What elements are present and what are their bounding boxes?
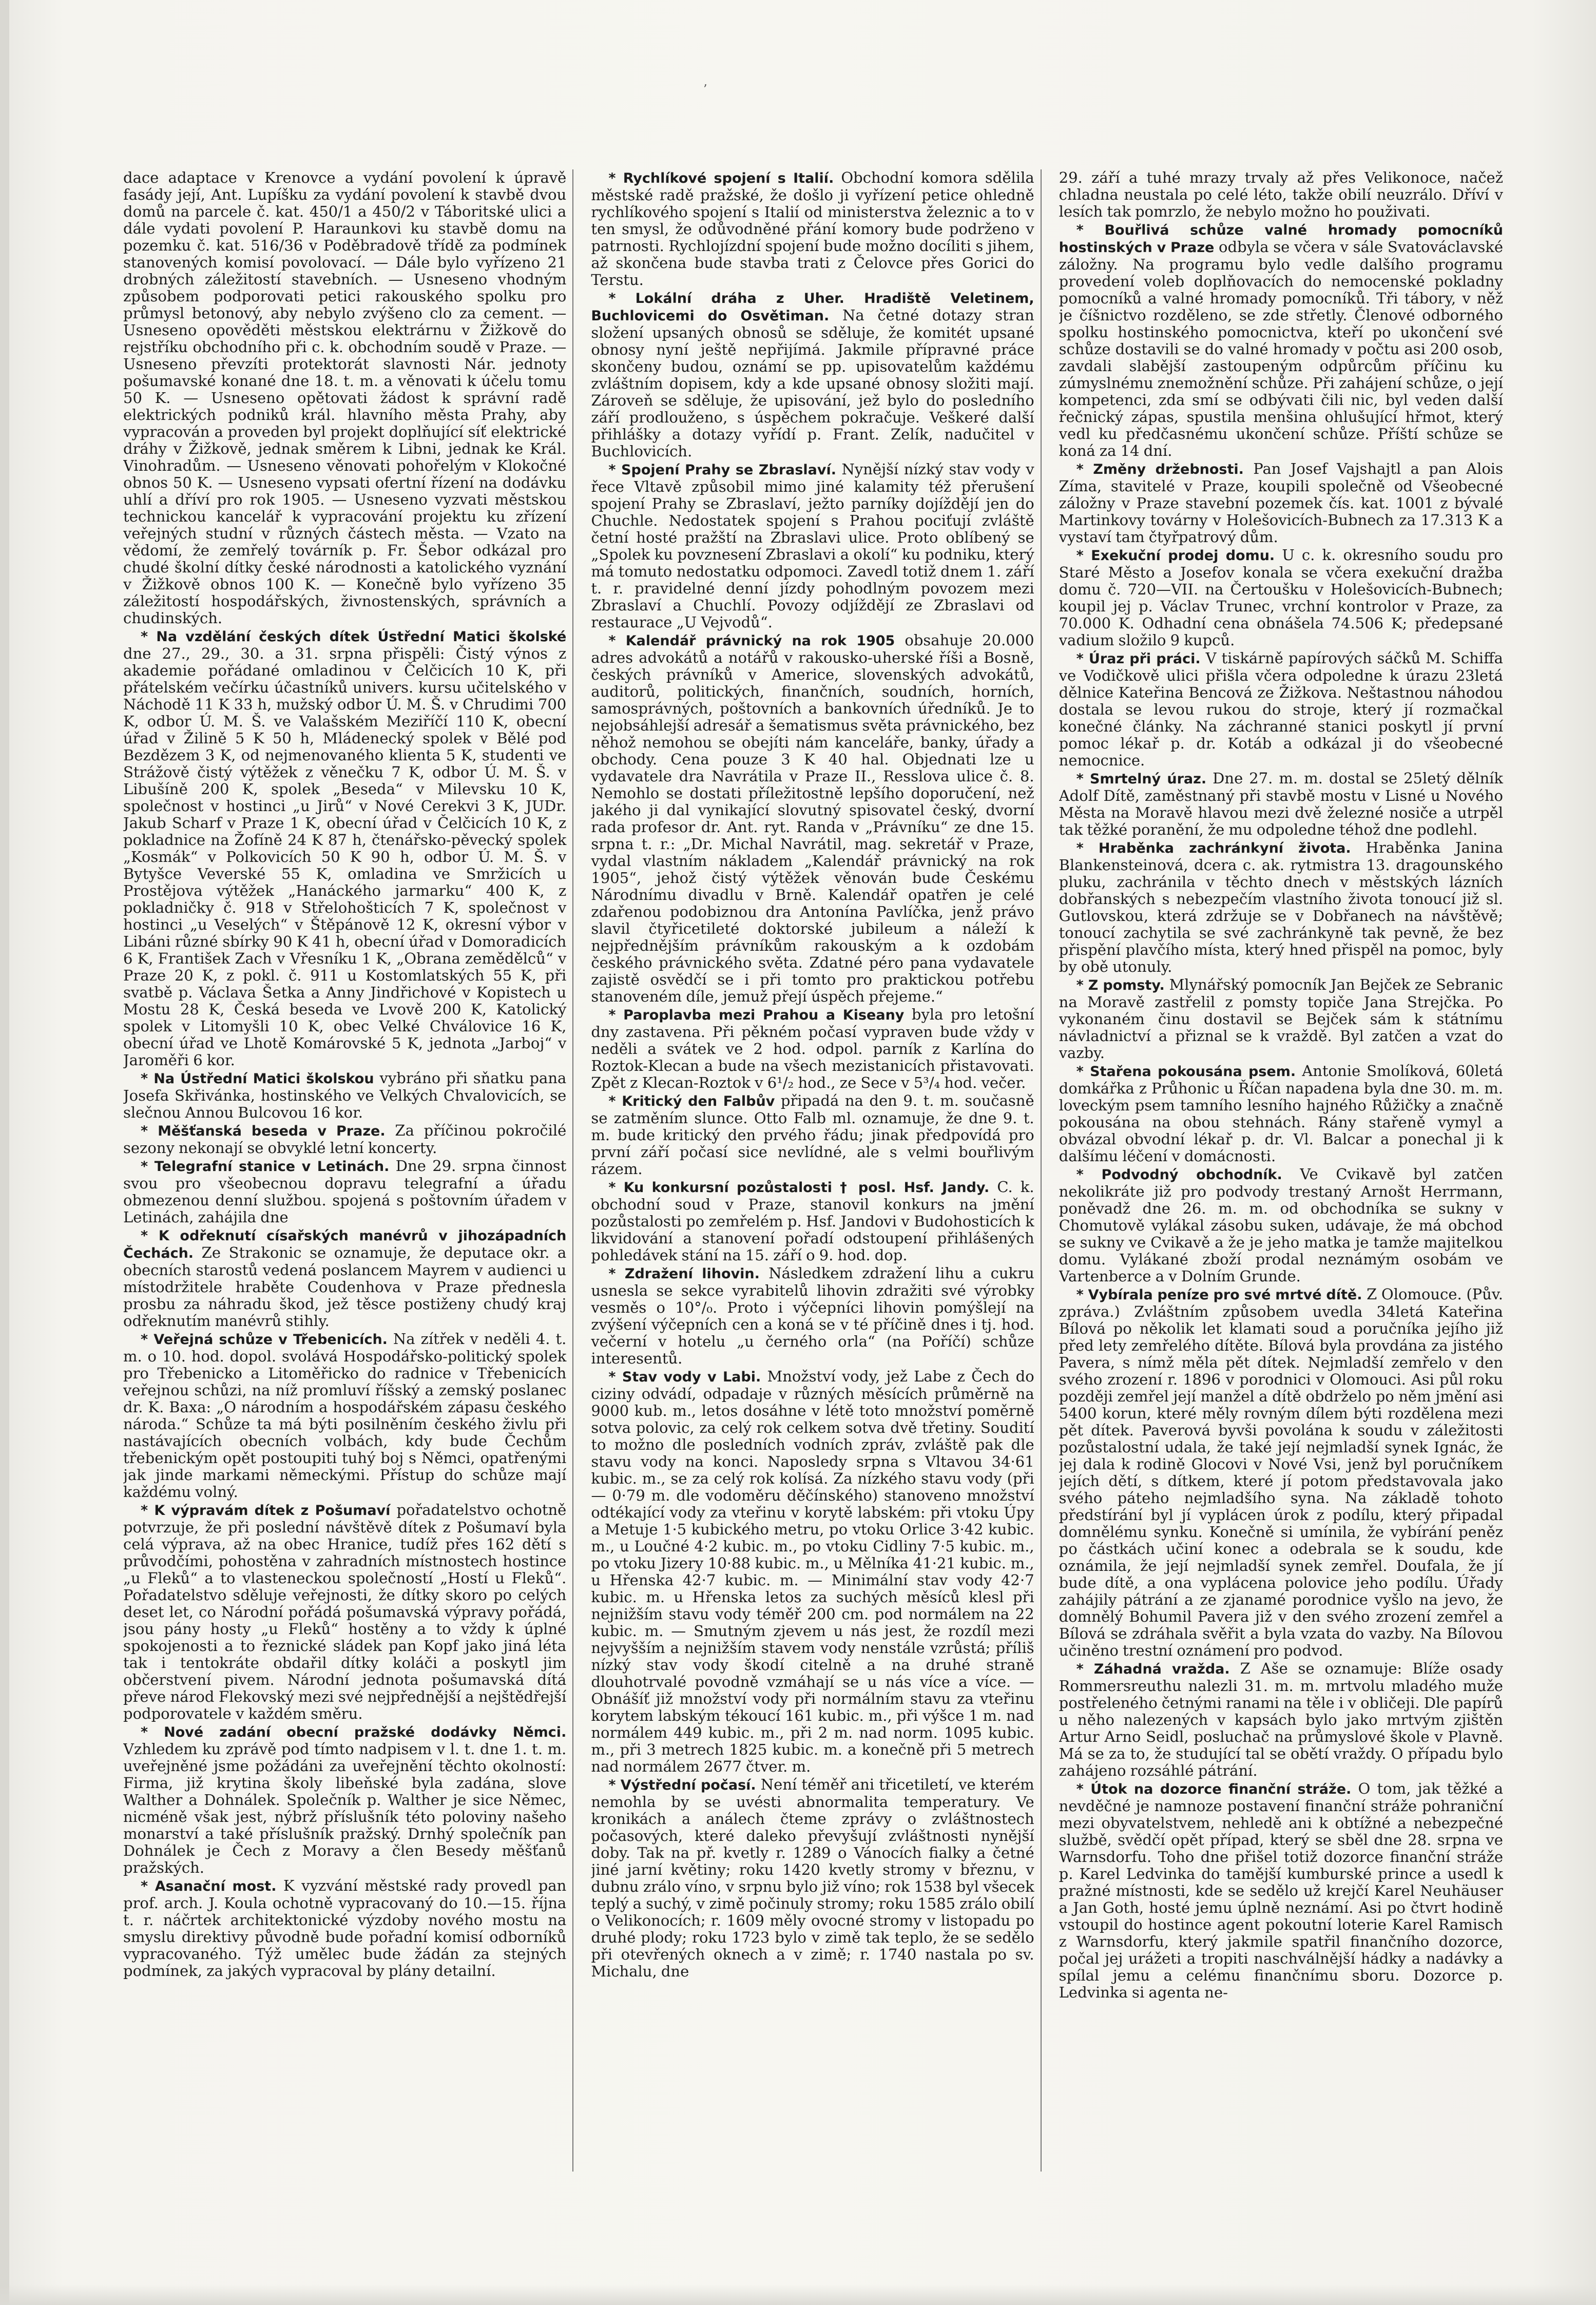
news-item-body: byla pro letošní dny zastavena. Při pěkném počasí vypraven bude vždy v neděli a svátek ve 2 hod. odpol. parník z Karlína do Roztok-Klecan a bude na všech mezistanicích přistavovati. Zpět z Klecan-Roztok v 6¹/₂ hod., ze Sece v 5³/₄ hod. večer. [591, 1006, 1034, 1091]
news-item-headline: * Zdražení lihovin. [608, 1266, 760, 1282]
news-item-headline: * Hraběnka zachránkyní života. [1076, 840, 1351, 856]
news-item-body: Dne 29. srpna činnost svou pro všeobecnou dopravu telegrafní a úřadu obmezenou denní službou. spojená s poštovním úřadem v Letinách, zahájila dne [123, 1157, 567, 1226]
news-item-headline: * Exekuční prodej domu. [1076, 548, 1275, 564]
column-3 [1059, 169, 1509, 2172]
page-mark: ’ [703, 82, 707, 97]
news-item-body: dace adaptace v Krenovce a vydání povolení k úpravě fasády její, Ant. Lupíšku za vydání povolení k stavbě dvou domů na parcele č. kat. 450/1 a 450/2 v Táboritské ulici a dále vydati povolení P. Haraunkovi ku stavbě domu na pozemku č. kat. 516/36 v Poděbradově třídě za podmínek stanovených komisí povolovací. — Dále bylo vyřízeno 21 drobných záležitostí stavebních. — Usneseno vhodným způsobem podporovati petici rakouského spolku pro průmysl betonový, aby nebylo zvýšeno clo za cement. — Usneseno opověděti městskou elektrárnu v Žižkově do rejstříku obchodního při c. k. obchodním soudě v Praze. — Usneseno převzíti protektorát slavnosti Nár. jednoty pošumavské konané dne 18. t. m. a věnovati k účelu tomu 50 K. — Usneseno opětovati žádost k správní radě elektrických podniků král. hlavního města Prahy, aby vypracován a proveden byl projekt doplňující síť elektrické dráhy v Žižkově, jednak směrem k Libni, jednak ke Král. Vinohradům. — Usneseno věnovati pohořelým v Klokočné obnos 50 K. — Usneseno vypsati ofertní řízení na dodávku uhlí a dříví pro rok 1905. — Usneseno vyzvati městskou technickou kancelář k vypracování projektu ku zřízení veřejných studní v různých částech města. — Vzato na vědomí, že zemřelý továrník p. Fr. Šebor odkázal pro chudé školní dítky české národnosti a katolického vyznání v Žižkově obnos 100 K. — Konečně bylo vyřízeno 35 záležitostí hospodářských, živnostenských, správních a chudinských. [123, 169, 567, 627]
news-item [1059, 1166, 1503, 1285]
news-item-headline: * Lokální dráha z Uher. Hradiště Veletinem, Buchlovicemi do Osvětiman. [591, 291, 1034, 324]
news-item-headline: * Z pomsty. [1076, 977, 1165, 993]
news-item-headline: * Rychlíkové spojení s Italií. [608, 170, 834, 186]
news-item-headline: * Kritický den Falbův [608, 1093, 775, 1109]
news-item [1059, 770, 1503, 838]
column-2 [591, 169, 1041, 2172]
news-item-headline: * Paroplavba mezi Prahou a Kiseany [608, 1007, 904, 1023]
news-item-headline: * Stařena pokousána psem. [1076, 1064, 1296, 1080]
news-item [123, 1877, 566, 1980]
news-item-headline: * Spojení Prahy se Zbraslaví. [608, 462, 836, 478]
news-item [591, 1776, 1034, 1980]
news-item-body: připadá na den 9. t. m. současně se zatměním slunce. Otto Falb ml. oznamuje, že dne 9. t. m. bude kritický den prvého řádu; jinak předpovídá pro první září počasí sice nevlídné, ale s velmi bouřlivým rázem. [591, 1092, 1034, 1178]
news-item [1059, 1063, 1503, 1165]
news-item [1059, 169, 1503, 220]
news-item-headline: * Na vzdělání českých dítek Ústřední Matici školské [141, 629, 566, 645]
news-item-body: O tom, jak těžké a nevděčné je namnoze postavení finanční stráže pohraniční mezi obyvatelstvem, nehledě ani k obtížné a nebezpečné službě, svědčí opět případ, který se sběl dne 28. srpna ve Warnsdorfu. Toho dne přišel totiž dozorce finanční stráže p. Karel Ledvinka do tamější kumburské prince a usedl k pražné místnosti, kde se sedělo už krejčí Karel Neuhäuser a Jan Goth, hosté jemu úplně neznámí. Asi po čtvrt hodině vstoupil do hostince agent pokoutní loterie Karel Ramisch z Warnsdorfu, který jakmile spatřil finančního dozorce, počal jej urážeti a tropiti naschválnější hádky a nadávky a spílal jemu a celému finančnímu sboru. Dozorce p. Ledvinka si agenta ne- [1059, 1780, 1504, 2001]
news-item-body: Na četné dotazy stran složení upsaných obnosů se sděluje, že komitét upsané obnosy nyní ještě nepřijímá. Jakmile přípravné práce skončeny budou, oznámí se pp. upisovatelům každému zvláštním dopisem, kdy a kde upsané obnosy složiti mají. Zároveň se sděluje, že upisování, jež bylo do posledního září prodlouženo, s úspěchem pokračuje. Veškeré další přihlášky a dotazy vyřídí p. Frant. Zelík, nadučitel v Buchlovicích. [591, 306, 1034, 460]
news-item-headline: * K výpravám dítek z Pošumaví [141, 1503, 390, 1519]
news-item-body: Mlynářský pomocník Jan Bejček ze Sebranic na Moravě zastřelil z pomsty topiče Jana Strejčka. Po vykonaném činu dostavil se Bejček sám k státnímu návladnictví a přiznal se k vraždě. Byl zatčen a vzat do vazby. [1059, 976, 1503, 1062]
news-item-body: Z Aše se oznamuje: Blíže osady Rommersreuthu nalezli 31. m. m. mrtvolu mladého muže postřeleného četnými ranami na těle i v obličeji. Dle papírů u něho nalezených v kapsách bylo jako mrtvým zjištěn Artur Arno Seidl, posluchač na průmyslové škole v Plavně. Má se za to, že studující tal se obětí vraždy. O případu bylo zahájeno rozsáhlé pátrání. [1059, 1660, 1503, 1779]
news-item [591, 1092, 1034, 1178]
news-item-headline: * Stav vody v Labi. [608, 1369, 761, 1385]
news-item-headline: * Úraz při práci. [1076, 651, 1201, 667]
news-item-body: Následkem zdražení lihu a cukru usnesla se sekce vyrabitelů lihovin zdražiti své výrobky vesměs o 10°/₀. Proto i výčepníci lihovin pomýšlejí na zvýšení výčepních cen a koná se v té příčině dnes i tj. hod. večerní v hotelu „u černého orla“ (na Poříčí) schůze interesentů. [591, 1264, 1034, 1367]
news-item-body: dne 27., 29., 30. a 31. srpna přispěli: Čistý výnos z akademie pořádané omladinou v Čelčicích 10 K, při přátelském večírku účastníků univers. kursu učitelského v Náchodě 11 K 33 h, mužský odbor Ú. M. Š. v Chrudimi 700 K, odbor Ú. M. Š. ve Valašském Meziříčí 110 K, obecní úřad v Žilině 5 K 50 h, Mládenecký spolek v Bělé pod Bezdězem 3 K, od nejmenovaného klienta 5 K, studenti ve Strážově čistý výtěžek z věnečku 7 K, odbor Ú. M. Š. v Libušíně 200 K, spolek „Beseda“ v Milevsku 10 K, společnost v hostinci „u Jirů“ v Nové Cerekvi 3 K, JUDr. Jakub Scharf v Praze 1 K, obecní úřad v Čelčicích 10 K, z pokladnice na Žofíně 24 K 87 h, čtenářsko-pěvecký spolek „Kosmák“ v Polkovicích 50 K 90 h, odbor Ú. M. Š. v Bytyšce Veverské 55 K, omladina ve Smržicích u Prostějova výtěžek „Hanáckého jarmarku“ 400 K, z pokladničky č. 918 v Střelohošticích 7 K, společnost v hostinci „u Veselých“ v Štěpánově 12 K, okresní výbor v Libáni různé sbírky 90 K 41 h, obecní úřad v Domoradicích 6 K, František Zach v Vřesníku 1 K, „Obrana zemědělců“ v Praze 20 K, z pokl. č. 911 u Kostomlatských 55 K, při svatbě p. Václava Šetka a Anny Jindřichové v Kopistech u Mostu 28 K, Česká beseda ve Lvově 200 K, Katolický spolek v Litomyšli 10 K, obec Velké Chválovice 16 K, obecní úřad ve Lhotě Komárovské 5 K, jednota „Jarboj“ v Jaroměři 6 kor. [123, 645, 567, 1069]
news-item [123, 1158, 566, 1226]
news-item [123, 1227, 566, 1330]
news-item-body: Nynější nízký stav vody v řece Vltavě způsobil mimo jiné kalamity též přerušení spojení Prahy se Zbraslaví, ježto parníky dojíždějí jen do Chuchle. Nedostatek spojení s Prahou pociťují zvláště četní hosté pražští na Zbraslavi ulice. Proto oblíbený se „Spolek ku povznesení Zbraslavi a okolí“ ku podniku, který má tomuto nedostatku odpomoci. Zavedl totiž dnem 1. září t. r. pravidelné denní jízdy pohodlným povozem mezi Zbraslaví a Chuchlí. Povozy odjíždějí ze Zbraslavi od restaurace „U Vejvodů“. [591, 460, 1034, 631]
news-item [1059, 1286, 1503, 1659]
news-item-body: Není téměř ani třicetiletí, ve kterém nemohla by se uvésti abnormalita temperatury. Ve kronikách a análech čteme zprávy o zvláštnostech počasových, které daleko převyšují zvláštnosti nynější doby. Tak na př. kvetly r. 1289 o Vánocích fialky a četné jiné jarní květiny; roku 1420 kvetly stromy v březnu, v dubnu zrálo víno, v srpnu bylo již víno; rok 1538 byl všecek teplý a suchý, v zimě počinuly stromy; roku 1585 zrálo obilí o Velikonocích; r. 1609 měly ovocné stromy v listopadu po druhé plody; roku 1723 bylo v zimě tak teplo, že se sedělo při otevřených oknech a v zimě; r. 1740 nastala po sv. Michalu, dne [591, 1776, 1034, 1980]
news-item-headline: * Veřejná schůze v Třebenicích. [141, 1332, 388, 1348]
news-item-headline: * Kalendář právnický na rok 1905 [608, 633, 895, 649]
news-item [1059, 547, 1503, 649]
news-item-body: Za příčinou pokročilé sezony nekonají se obvyklé letní koncerty. [123, 1122, 567, 1157]
news-item [123, 1502, 566, 1722]
column-1 [123, 169, 573, 2172]
news-item [123, 1723, 566, 1876]
news-item [1059, 976, 1503, 1062]
news-item-headline: * K odřeknutí císařských manévrů v jihozápadních Čechách. [123, 1228, 566, 1261]
news-item-body: C. k. obchodní soud v Praze, stanovil konkurs na jmění pozůstalosti po zemřelém p. Hsf. Jandovi v Budohosticích k likvidování a stanovení pořadí odstoupení přihlášených pohledávek stání na 15. září o 9. hod. dop. [591, 1178, 1034, 1264]
news-item-headline: * Záhadná vražda. [1076, 1661, 1230, 1677]
news-item-headline: * Podvodný obchodník. [1076, 1167, 1282, 1183]
news-item [1059, 1780, 1503, 2001]
news-item-body: Ve Cvikavě byl zatčen nekolikráte již pro podvody trestaný Arnošt Herrmann, poněvadž dne 26. m. m. od obchodníka se sukny v Chomutově vylákal zásobu suken, udávaje, že má obchod se sukny ve Cvikavě a že je jeho matka je tamže majitelkou domu. Vylákané zboží prodal neznámým osobám ve Vartenberce a v Dolním Grunde. [1059, 1165, 1503, 1285]
news-item-headline: * Vybírala peníze pro své mrtvé dítě. [1076, 1287, 1362, 1303]
news-item [123, 1331, 566, 1501]
news-item-body: vybráno při sňatku pana Josefa Skřivánka, hostinského ve Velkých Chvalovicích, se slečnou Annou Bulcovou 16 kor. [123, 1069, 567, 1121]
news-item [1059, 221, 1503, 459]
news-item [123, 1122, 566, 1157]
news-item-headline: * Útok na dozorce finanční stráže. [1076, 1781, 1352, 1797]
news-item [123, 628, 566, 1069]
news-item-body: 29. září a tuhé mrazy trvaly až přes Velikonoce, načež chladna neustala po celé léto, takže obilí neuzrálo. Dříví v lesích tak pomrzlo, že nebylo možno ho použivati. [1059, 169, 1503, 220]
article-columns [123, 169, 1509, 2172]
news-item-body: Dne 27. m. m. dostal se 25letý dělník Adolf Dítě, zaměstnaný při stavbě mostu v Lisné u Nového Města na Moravě hlavou mezi dvě železné nosiče a utrpěl tak těžké poranění, že mu odpoledne téhož dne podlehl. [1059, 770, 1503, 838]
news-item-headline: * Telegrafní stanice v Letinách. [141, 1159, 389, 1175]
news-item-body: obsahuje 20.000 adres advokátů a notářů v rakousko-uherské říši a Bosně, českých právníků v Americe, slovenských advokátů, auditorů, politických, finančních, soudních, horních, samosprávných, poštovních a bankovních úředníků. Je to nejobsáhlejší adresář a šematismus světa právnického, bez něhož nemohou se obejíti nám kanceláře, banky, úřady a obchody. Cena pouze 3 K 40 hal. Objednati lze u vydavatele dra Navrátila v Praze II., Resslova ulice č. 8. Nemohlo se dostati příležitostně lepšího doporučení, než jakého ji dal vynikající slovutný spisovatel český, dvorní rada profesor dr. Ant. ryt. Randa v „Právníku“ ze dne 15. srpna t. r.: „Dr. Michal Navrátil, mag. sekretář v Praze, vydal vlastním nákladem „Kalendář právnický na rok 1905“, jehož čistý výtěžek věnován bude Českému Národnímu divadlu v Brně. Kalendář opatřen je celé zdařenou podobiznou dra Antonína Pavlíčka, jenž právo slavil čtyřicetileté doktorské jubileum a náleží k nejpřednějším právníkům rakouským a k ozdobám českého právnického světa. Zdatné péro pana vydavatele zajistě osvědčí se i při tomto pro praktickou potřebu stanoveném díle, jemuž přejí úspěch přejeme.“ [591, 631, 1034, 1005]
news-item [591, 169, 1034, 289]
news-item-body: Vzhledem ku zprávě pod tímto nadpisem v l. t. dne 1. t. m. uveřejněné jsme požádáni za uveřejnění těchto okolností: Firma, již krytina školy libeňské byla zadána, slove Walther a Dohnálek. Společník p. Walther je sice Němec, nicméně však jest, nýbrž příslušník této poloviny našeho monarství a také příslušník pražský. Drnhý společník pan Dohnálek je Čech z Moravy a člen Besedy měšťanů pražských. [123, 1740, 567, 1876]
news-item-body: Ze Strakonic se oznamuje, že deputace okr. a obecních starostů vedená poslancem Mayrem v audienci u místodržitele hraběte Coudenhova v Praze přednesla prosbu za náhradu škod, jež těsce postiženy chudý kraj odřeknutím manévrů stihly. [123, 1244, 567, 1330]
news-item-body: V tiskárně papírových sáčků M. Schiffa ve Vodičkově ulici přišla včera odpoledne k úrazu 23letá dělnice Kateřina Bencová ze Žižkova. Neštastnou náhodou dostala se levou rukou do stroje, který jí rozmačkal konečné články. Na záchranné stanici poskytl jí první pomoc lékař p. dr. Kotáb a odkázal ji do všeobecné nemocnice. [1059, 649, 1503, 769]
news-item [591, 1006, 1034, 1091]
scan-edge [0, 0, 9, 2305]
news-item-headline: * Bouřlivá schůze valné hromady pomocníků hostinských v Praze [1059, 222, 1503, 256]
news-item [591, 632, 1034, 1005]
news-item [1059, 650, 1503, 769]
news-item-body: Antonie Smolíková, 60letá domkářka z Průhonic u Říčan napadena byla dne 30. m. m. loveckým psem tamního lesního hajného Růžičky a značně pokousána na obou stehnách. Rány stařeně vymyl a obvázal obvodní lékař p. dr. Vl. Balcar a ponechal ji k dalšímu léčení v domácnosti. [1059, 1062, 1503, 1165]
news-item [591, 1265, 1034, 1367]
news-item-body: U c. k. okresního soudu pro Staré Město a Josefov konala se včera exekuční dražba domu č. 720—VII. na Čertoušku v Holešovicích-Bubnech; koupil jej p. Václav Trunec, vrchní kontrolor v Praze, za 70.000 K. Odhadní cena obnášela 74.506 K; předepsané vadium složilo 9 kupců. [1059, 546, 1503, 649]
news-item [591, 1368, 1034, 1775]
news-item [1059, 839, 1503, 975]
news-item-body: pořadatelstvo ochotně potvrzuje, že při poslední návštěvě dítek z Pošumaví byla celá výprava, až na obec Hranice, tudíž přes 162 dětí s průvodčími, pohostěna v zahradních místnostech hostince „u Fleků“ a to vlasteneckou společností „Hostí u Fleků“. Pořadatelstvo sděluje veřejnosti, že dítky skoro po celých deset let, co Národní pořádá pošumavská výpravy pořádá, jsou pány hosty „u Fleků“ hostěny a to vždy k úplné spokojenosti a to řeznické sládek pan Kopf jako jiná léta tak i tentokráte obdařil dítky koláči a poskytl jim občerstvení pivem. Národní jednota pošumavská dítá převe národ Flekovský mezi své nejpřednější a nejštědřejší podporovatele v každém směru. [123, 1501, 567, 1722]
news-item-headline: * Nové zadání obecní pražské dodávky Němci. [141, 1724, 566, 1740]
news-item-body: Hraběnka Janina Blankensteinová, dcera c. ak. rytmistra 13. dragounského pluku, zachránila v těchto dnech v městských lázních dobřanských s nebezpečím vlastního života tonoucí již sl. Gutlovskou, která zdržuje se v Dobřanech na návštěvě; tonoucí zachytila se své zachránkyně tak pevně, že bez přispění plavčího místa, který hned přispěl na pomoc, byly by obě utonuly. [1059, 839, 1503, 975]
news-item [591, 290, 1034, 460]
news-item [123, 169, 566, 627]
news-item-body: Na zítřek v neděli 4. t. m. o 10. hod. dopol. svolává Hospodářsko-politický spolek pro Třebenicko a Litoměřicko do radnice v Třebenicích veřejnou schůzi, na níž promluví říšský a zemský poslanec dr. K. Baxa: „O národním a hospodářském zápasu českého národa.“ Schůze ta má býti posilněním českého živlu při nastávajících obecních volbách, kdy bude Čechům třebenickým opět postoupiti tuhý boj s Němci, opatřenými jak jinde markami německými. Přístup do schůze mají každému volný. [123, 1330, 567, 1501]
news-item [123, 1070, 566, 1121]
news-item-headline: * Na Ústřední Matici školskou [141, 1071, 374, 1087]
news-item-headline: * Asanační most. [141, 1878, 276, 1894]
news-item-body: odbyla se včera v sále Svatováclavské záložny. Na programu bylo vedle dalšího programu provedení voleb doplňovacích do nemocenské pokladny pomocníků a valné hromady pomocníků. Tři tábory, v něž je číšnictvo rozděleno, se zde střetly. Členové odborného spolku hostinského pomocnictva, kteří po ukončení své schůze dostavili se do valné hromady v počtu asi 200 osob, zavdali slabější zastoupeným odpůrcům příčinu ku zúmyslnému znemožnění schůze. Při zahájení schůze, o její kompetenci, zda smí se odbývati čili nic, byl veden další řečnický zápas, spustila menšina ohlušující hřmot, který vedl ku předčasnému ukončení schůze. Příští schůze se koná za 14 dní. [1059, 238, 1503, 459]
news-item-headline: * Změny držebnosti. [1076, 462, 1244, 477]
news-item-body: K vyzvání městské rady provedl pan prof. arch. J. Koula ochotně vypracovaný do 10.—15. října t. r. náčrtek architektonické výzdoby nového mostu na smyslu direktivy původně bude pořadní komisí odborníků vypracovaného. Týž umělec bude žádán za stejných podmínek, za jakých vypracoval by plány detailní. [123, 1877, 567, 1980]
scan-edge-bottom [0, 2284, 1596, 2305]
news-item [591, 1179, 1034, 1264]
news-item-headline: * Smrtelný úraz. [1076, 771, 1206, 787]
news-item-body: Obchodní komora sdělila městské radě pražské, že došlo ji vyřízení petice ohledně rychlíkového spojení s Italií od ministerstva železnic a to v ten smysl, že odůvodněné přání komory bude podrženo v patrnosti. Rychlojízdní spojení bude možno docíliti s jihem, až skončena bude stavba trati z Čelovce přes Gorici do Terstu. [591, 169, 1034, 289]
news-item-headline: * Měšťanská beseda v Praze. [141, 1123, 386, 1139]
news-item-headline: * Ku konkursní pozůstalosti † posl. Hsf. Jandy. [608, 1180, 989, 1196]
news-item-body: Množství vody, jež Labe z Čech do ciziny odvádí, odpadaje v různých měsících průměrně na 9000 kub. m., letos dosáhne v létě toto množství poměrně sotva polovic, za celý rok celkem sotva dvě třetiny. Soudití to možno dle posledních vodních zpráv, zvláště pak dle stavu vody na konci. Naposledy srpna s Vltavou 34·61 kubic. m., se za celý rok kolísá. Za nízkého stavu vody (při — 0·79 m. dle vodoměru děčínského) stanoveno množství odtékající vody za vteřinu v korytě labském: při vtoku Úpy a Metuje 1·5 kubického metru, po vtoku Orlice 3·42 kubic. m., u Loučné 4·2 kubic. m., po vtoku Cidliny 7·5 kubic. m., po vtoku Jizery 10·88 kubic. m., u Mělníka 41·21 kubic. m., u Hřenska 42·7 kubic. m. — Minimální stav vody 42·7 kubic. m. u Hřenska letos za suchých měsíců klesl při nejnižším stavu vody téměř 200 cm. pod normálem na 22 kubic. m. — Smutným zjevem u nás jest, že rozdíl mezi nejvyšším a nejnižším stavem vody nenstále vzrůstá; příliš nízký stav vody škodí citelně a na druhé straně dlouhotrvalé povodně vzmáhají se u nás více a více. — Obnášíť již množství vody při normálním stavu za vteřinu korytem labským tékoucí 161 kubic. m., při výšce 1 m. nad normálem 449 kubic. m., při 2 m. nad norm. 1095 kubic. m., při 3 metrech 1825 kubic. m. a konečně při 5 metrech nad normálem 2677 čtver. m. [591, 1368, 1034, 1775]
news-item [591, 461, 1034, 631]
news-item-headline: * Výstřední počasí. [608, 1777, 756, 1793]
news-item-body: Pan Josef Vajshajtl a pan Alois Zíma, stavitelé v Praze, koupili společně od Všeobecné záložny v Praze stavební pozemek čís. kat. 1001 z bývalé Martinkovy továrny v Holešovicích-Bubnech za 17.313 K a vystaví tam čtyřpatrový dům. [1059, 460, 1503, 546]
news-item [1059, 1660, 1503, 1779]
news-item [1059, 460, 1503, 546]
news-item-body: Z Olomouce. (Pův. zpráva.) Zvláštním způsobem uvedla 34letá Kateřina Bílová po několik let klamati soud a poručníka jejího již před lety zemřelého dítěte. Bílová byla provdána za jistého Pavera, s nímž měla pět dítek. Nejmladší zemřelo v den svého zrození r. 1896 v porodnici v Olomouci. Asi půl roku později zemřel její manžel a dítě obdrželo po něm jmění asi 5400 korun, které měly rovným dílem býti rozdělena mezi pět dítek. Paverová byvši povolána k soudu v záležitosti pozůstalostní udala, že také její nejmladší synek Ignác, že jej dala k rodině Glocovi v Nové Vsi, jenž byl poručníkem jejích dětí, s dítkem, které jí potom představovala jako svého páteho nejmladšího syna. Na základě tohoto předstírání byl jí vyplácen úrok z podílu, který připadal domnělému synku. Konečně si umínila, že vybírání peněz po částkách učiní konec a odebrala se k soudu, kde oznámila, že její nejmladší synek zemřel. Doufala, že jí bude dítě, a ona vyplácena polovice jeho podílu. Úřady zahájily pátrání a ze zjanamé porodnice vyšlo na jevo, že domnělý Bohumil Pavera již v den svého zrození zemřel a Bílová se zdráhala svěřit a byla vzata do vazby. Na Bílovou učiněno trestní oznámení pro podvod. [1059, 1285, 1503, 1659]
